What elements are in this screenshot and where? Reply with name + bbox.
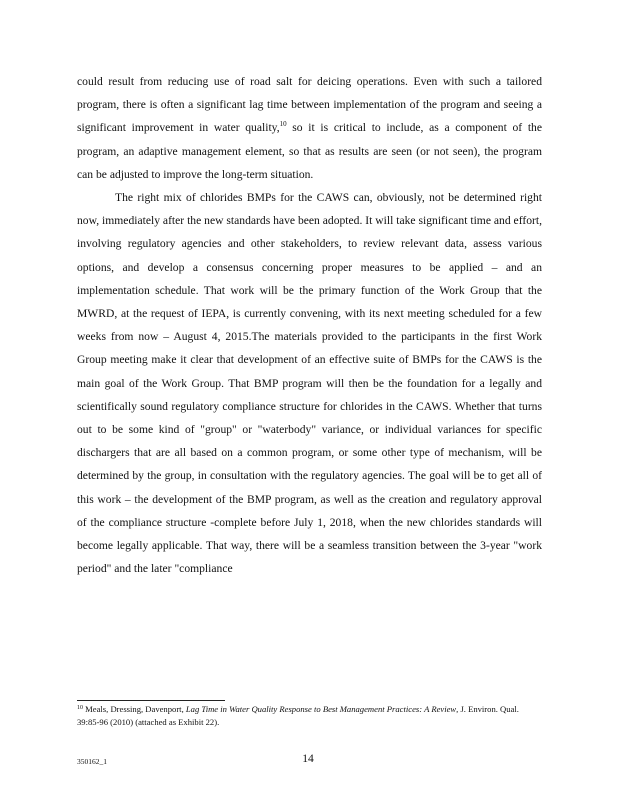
footnote-marker: 10 xyxy=(77,705,83,711)
footnote-authors: Meals, Dressing, Davenport, xyxy=(83,704,186,714)
body-text xyxy=(77,70,542,580)
paragraph-2: The right mix of chlorides BMPs for the CAWS can, obviously, not be determined right now, immediately after the new standards have been adopted. It will take significant time and effort, involving regulatory agencies and other stakeholders, to review relevant data, assess various options, and develop a consensus concerning proper measures to be applied – and an implementation schedule. That work will be the primary function of the Work Group that the MWRD, at the request of IEPA, is currently convening, with its next meeting scheduled for a few weeks from now – August 4, 2015.The materials provided to the participants in the first Work Group meeting make it clear that development of an effective suite of BMPs for the CAWS is the main goal of the Work Group. That BMP program will then be the foundation for a legally and scientifically sound regulatory compliance structure for chlorides in the CAWS. Whether that turns out to be some kind of "group" or "waterbody" variance, or individual variances for specific dischargers that are all based on a common program, or some other type of mechanism, will be determined by the group, in consultation with the regulatory agencies. The goal will be to get all of this work – the development of the BMP program, as well as the creation and regulatory approval of the compliance structure -complete before July 1, 2018, when the new chlorides standards will become legally applicable. That way, there will be a seamless transition between the 3-year "work period" and the later "compliance xyxy=(77,191,542,576)
document-id: 350162_1 xyxy=(77,757,107,766)
footnote-divider xyxy=(77,700,225,701)
footnote-citation: , J. Environ. Qual. 39:85-96 (2010) (attached as Exhibit 22). xyxy=(77,704,519,727)
paragraph-1 xyxy=(77,70,542,186)
paragraph-1-text-after-note: so it is critical to include, as a component of the program, an adaptive management element, so that as results are seen (or not seen), the program can be adjusted to improve the long-term situation. xyxy=(77,121,542,181)
footnote xyxy=(77,703,542,728)
footnote-reference: 10 xyxy=(279,120,287,129)
footnote-article-title: Lag Time in Water Quality Response to Best Management Practices: A Review xyxy=(185,704,457,714)
paragraph-1-text-before-note: could result from reducing use of road salt for deicing operations. Even with such a tailored program, there is often a significant lag time between implementation of the program and seeing a significant improvement in water quality, xyxy=(77,75,542,135)
page-number: 14 xyxy=(302,752,314,765)
